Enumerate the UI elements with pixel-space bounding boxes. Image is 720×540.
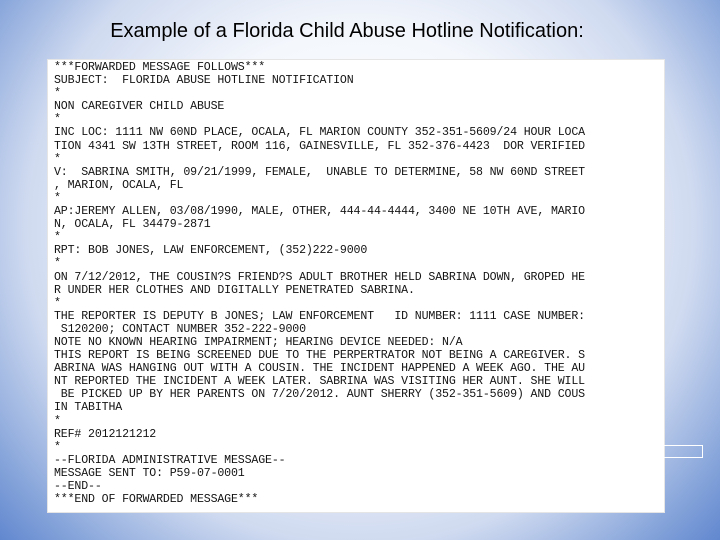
message-line: ABRINA WAS HANGING OUT WITH A COUSIN. THE INCIDENT HAPPENED A WEEK AGO. THE AU bbox=[54, 362, 585, 376]
message-line: SUBJECT: FLORIDA ABUSE HOTLINE NOTIFICATION bbox=[54, 74, 354, 88]
message-line: MESSAGE SENT TO: P59-07-0001 bbox=[54, 466, 245, 480]
message-line: --FLORIDA ADMINISTRATIVE MESSAGE-- bbox=[54, 453, 286, 467]
message-line: REF# 2012121212 bbox=[54, 427, 157, 441]
message-line: RPT: BOB JONES, LAW ENFORCEMENT, (352)222-9000 bbox=[54, 244, 368, 258]
decorative-outline-box bbox=[661, 445, 703, 458]
message-line: * bbox=[54, 231, 61, 245]
message-line: S120200; CONTACT NUMBER 352-222-9000 bbox=[54, 322, 306, 336]
message-line: --END-- bbox=[54, 480, 102, 493]
message-line: * bbox=[54, 87, 61, 101]
message-line: N, OCALA, FL 34479-2871 bbox=[54, 218, 211, 232]
message-line: NOTE NO KNOWN HEARING IMPAIRMENT; HEARING DEVICE NEEDED: N/A bbox=[54, 335, 463, 349]
message-line: * bbox=[54, 440, 61, 454]
message-line: , MARION, OCALA, FL bbox=[54, 178, 184, 192]
message-line: THIS REPORT IS BEING SCREENED DUE TO THE PERPERTRATOR NOT BEING A CAREGIVER. S bbox=[54, 349, 585, 363]
message-line: BE PICKED UP BY HER PARENTS ON 7/20/2012. AUNT SHERRY (352-351-5609) AND COUS bbox=[54, 388, 585, 402]
message-line: INC LOC: 1111 NW 60ND PLACE, OCALA, FL MARION COUNTY 352-351-5609/24 HOUR LOCA bbox=[54, 126, 585, 140]
message-line: * bbox=[54, 257, 61, 271]
message-line: IN TABITHA bbox=[54, 401, 123, 415]
message-line: * bbox=[54, 296, 61, 310]
slide-title: Example of a Florida Child Abuse Hotline Notification: bbox=[110, 20, 584, 42]
message-line: NT REPORTED THE INCIDENT A WEEK LATER. SABRINA WAS VISITING HER AUNT. SHE WILL bbox=[54, 375, 585, 389]
message-line: * bbox=[54, 191, 61, 205]
message-line: * bbox=[54, 113, 61, 127]
hotline-message-document bbox=[47, 59, 665, 513]
message-line: * bbox=[54, 152, 61, 166]
message-line: THE REPORTER IS DEPUTY B JONES; LAW ENFORCEMENT ID NUMBER: 1111 CASE NUMBER: bbox=[54, 309, 585, 323]
message-line: * bbox=[54, 414, 61, 428]
message-line: TION 4341 SW 13TH STREET, ROOM 116, GAINESVILLE, FL 352-376-4423 DOR VERIFIED bbox=[54, 139, 585, 153]
message-line: ***FORWARDED MESSAGE FOLLOWS*** bbox=[54, 61, 266, 74]
message-line: R UNDER HER CLOTHES AND DIGITALLY PENETRATED SABRINA. bbox=[54, 283, 415, 297]
message-line: ON 7/12/2012, THE COUSIN?S FRIEND?S ADULT BROTHER HELD SABRINA DOWN, GROPED HE bbox=[54, 270, 585, 284]
message-line: V: SABRINA SMITH, 09/21/1999, FEMALE, UNABLE TO DETERMINE, 58 NW 60ND STREET bbox=[54, 165, 585, 179]
message-line: AP:JEREMY ALLEN, 03/08/1990, MALE, OTHER, 444-44-4444, 3400 NE 10TH AVE, MARIO bbox=[54, 205, 585, 219]
message-line: ***END OF FORWARDED MESSAGE*** bbox=[54, 493, 259, 507]
message-line: NON CAREGIVER CHILD ABUSE bbox=[54, 100, 225, 114]
